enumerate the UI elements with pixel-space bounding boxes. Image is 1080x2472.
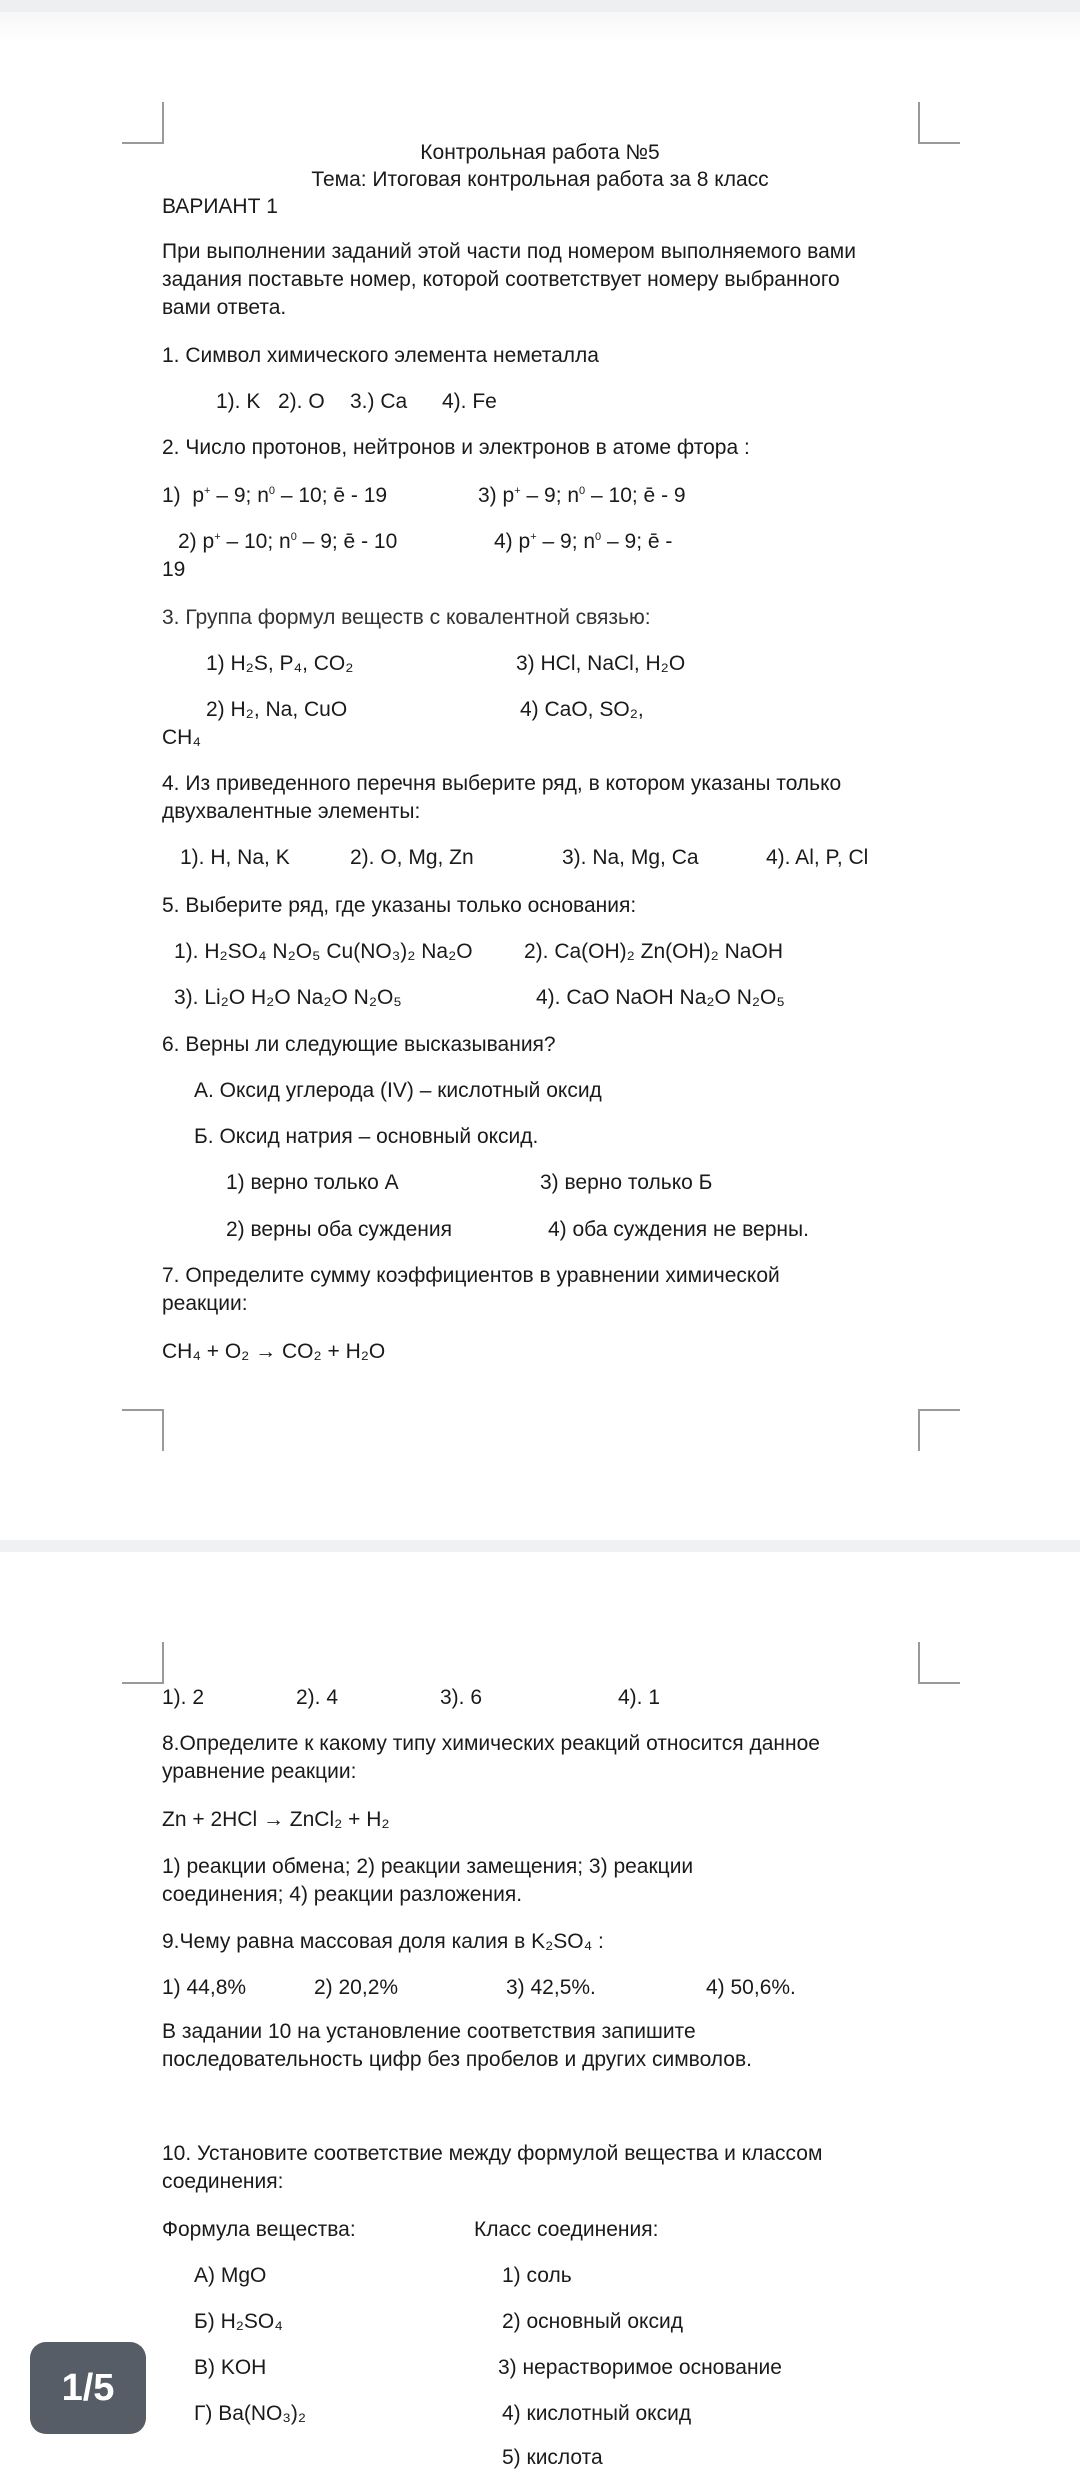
crop-mark	[918, 1642, 960, 1684]
q9-option: 1) 44,8%	[162, 1976, 247, 1999]
instructions-line: задания поставьте номер, которой соответствует номеру выбранного	[162, 268, 840, 291]
q7-option: 3). 6	[440, 1686, 483, 1709]
question-6-text: 6. Верны ли следующие высказывания?	[162, 1033, 556, 1056]
question-9-text: 9.Чему равна массовая доля калия в K₂SO₄ :	[162, 1930, 604, 1953]
q6-option: 3) верно только Б	[540, 1171, 713, 1194]
q8-equation: Zn + 2HCl → ZnCl₂ + H₂	[162, 1808, 390, 1831]
question-8-text: уравнение реакции:	[162, 1760, 357, 1783]
q2-option: 1) p+ – 9; $n^0 - 10$; ē - 19	[162, 484, 388, 507]
q2-option: 2) p+ – 10; $n^0 - 9$; ē - 10	[178, 530, 398, 553]
q3-option: 2) H₂, Na, CuO	[206, 698, 348, 721]
q9-option: 3) 42,5%.	[506, 1976, 596, 1999]
q7-option: 4). 1	[618, 1686, 661, 1709]
q10-formula: В) KOH	[194, 2356, 267, 2379]
q6-statement: А. Оксид углерода (IV) – кислотный оксид	[194, 1079, 602, 1102]
q10-class: 1) соль	[502, 2264, 572, 2287]
q10-left-header: Формула вещества:	[162, 2218, 356, 2241]
crop-mark	[122, 102, 164, 144]
q10-note: В задании 10 на установление соответствия запишите	[162, 2020, 696, 2043]
question-4-text: 4. Из приведенного перечня выберите ряд, в котором указаны только	[162, 772, 842, 795]
q1-option: 4). Fe	[442, 390, 497, 413]
q2-option: 4) p+ – 9; $n^0 - 9$; ē -	[494, 530, 673, 553]
question-3-text: 3. Группа формул веществ с ковалентной связью:	[162, 606, 651, 629]
question-7-text: 7. Определите сумму коэффициентов в уравнении химической	[162, 1264, 780, 1287]
q5-option: 2). Ca(OH)₂ Zn(OH)₂ NaOH	[524, 940, 783, 963]
q9-option: 2) 20,2%	[314, 1976, 399, 1999]
variant-label: ВАРИАНТ 1	[162, 195, 278, 218]
q1-option: 1). K	[216, 390, 261, 413]
q7-option: 1). 2	[162, 1686, 205, 1709]
q6-option: 2) верны оба суждения	[226, 1218, 452, 1241]
crop-mark	[122, 1409, 164, 1451]
question-7-text: реакции:	[162, 1292, 248, 1315]
question-2-text: 2. Число протонов, нейтронов и электронов в атоме фтора :	[162, 436, 750, 459]
page-indicator-badge[interactable]: 1/5	[30, 2342, 146, 2434]
q10-formula: А) MgO	[194, 2264, 267, 2287]
instructions-line: вами ответа.	[162, 296, 287, 319]
q7-equation: CH₄ + O₂ → CO₂ + H₂O	[162, 1340, 386, 1363]
document-title: Контрольная работа №5	[420, 141, 660, 164]
q5-option: 3). Li₂O H₂O Na₂O N₂O₅	[174, 986, 402, 1009]
q6-option: 1) верно только А	[226, 1171, 399, 1194]
crop-mark	[918, 1409, 960, 1451]
q6-option: 4) оба суждения не верны.	[548, 1218, 809, 1241]
question-5-text: 5. Выберите ряд, где указаны только основания:	[162, 894, 637, 917]
q4-option: 3). Na, Mg, Ca	[562, 846, 699, 869]
q6-statement: Б. Оксид натрия – основный оксид.	[194, 1125, 539, 1148]
q7-option: 2). 4	[296, 1686, 339, 1709]
q9-option: 4) 50,6%.	[706, 1976, 796, 1999]
q10-note: последовательность цифр без пробелов и других символов.	[162, 2048, 752, 2071]
q1-option: 3.) Ca	[350, 390, 408, 413]
question-10-text: соединения:	[162, 2170, 284, 2193]
question-8-text: 8.Определите к какому типу химических реакций относится данное	[162, 1732, 820, 1755]
top-bar	[0, 0, 1080, 12]
q3-option: 3) HCl, NaCl, H₂O	[516, 652, 686, 675]
q4-option: 2). O, Mg, Zn	[350, 846, 474, 869]
q2-option: 3) p+ – 9; $n^0 - 10$; ē - 9	[478, 484, 686, 507]
q1-option: 2). O	[278, 390, 325, 413]
page-separator	[0, 1540, 1080, 1552]
question-10-text: 10. Установите соответствие между формулой вещества и классом	[162, 2142, 823, 2165]
document-topic: Тема: Итоговая контрольная работа за 8 класс	[311, 168, 769, 191]
q10-class: 5) кислота	[502, 2446, 603, 2469]
q3-option: 1) H₂S, P₄, CO₂	[206, 652, 354, 675]
q10-class: 3) нерастворимое основание	[498, 2356, 782, 2379]
top-shadow	[0, 12, 1080, 42]
question-4-text: двухвалентные элементы:	[162, 800, 421, 823]
q5-option: 1). H₂SO₄ N₂O₅ Cu(NO₃)₂ Na₂O	[174, 940, 473, 963]
instructions-line: При выполнении заданий этой части под номером выполняемого вами	[162, 240, 856, 263]
q10-formula: Б) H₂SO₄	[194, 2310, 283, 2333]
q8-options: соединения; 4) реакции разложения.	[162, 1883, 523, 1906]
q10-class: 2) основный оксид	[502, 2310, 683, 2333]
q4-option: 1). H, Na, K	[180, 846, 290, 869]
q2-option-wrap: 19	[162, 558, 186, 581]
q8-options: 1) реакции обмена; 2) реакции замещения; 3) реакции	[162, 1855, 694, 1878]
q3-option: 4) CaO, SO₂,	[520, 698, 644, 721]
q4-option: 4). Al, P, Cl	[766, 846, 869, 869]
q10-class: 4) кислотный оксид	[502, 2402, 692, 2425]
question-1-text: 1. Символ химического элемента неметалла	[162, 344, 599, 367]
q10-right-header: Класс соединения:	[474, 2218, 659, 2241]
q5-option: 4). CaO NaOH Na₂O N₂O₅	[536, 986, 785, 1009]
crop-mark	[918, 102, 960, 144]
q3-option-wrap: CH₄	[162, 726, 201, 749]
q10-formula: Г) Ba(NO₃)₂	[194, 2402, 307, 2425]
crop-mark	[122, 1642, 164, 1684]
